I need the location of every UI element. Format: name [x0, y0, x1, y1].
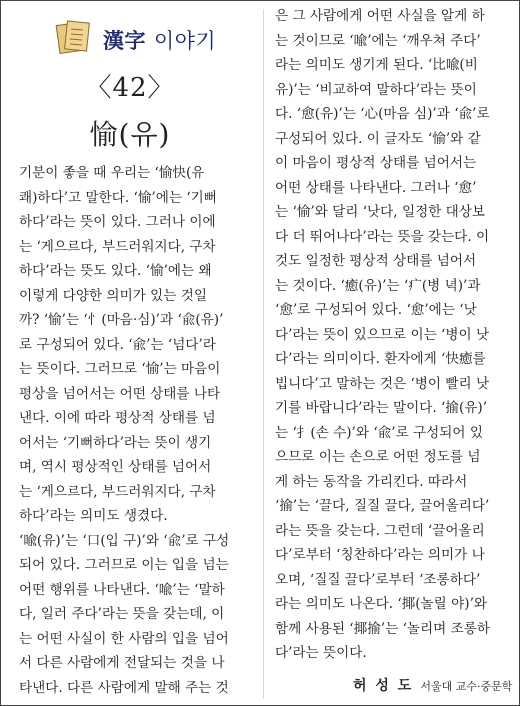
text-line: 는 것이므로 ‘喩’에는 ‘깨우쳐 주다’: [275, 32, 481, 49]
text-line: 서 다른 사람에게 전달되는 것을 나: [19, 655, 225, 671]
left-text-column: [19, 161, 253, 700]
author-affiliation: 서울대 교수·중문학: [420, 680, 513, 693]
text-line: 로 구성되어 있다. ‘兪’는 ‘넘다’라: [19, 336, 216, 353]
text-line: 함께 사용된 ‘揶揄’는 ‘놀리며 조롱하: [275, 620, 491, 637]
text-line: 는 뜻이다. 그러므로 ‘愉’는 마음이: [19, 361, 221, 377]
text-line: 는 것이다. ‘癒(유)’는 ‘疒(병 녁)’과: [275, 277, 481, 294]
text-line: 다’라는 뜻이다.: [275, 645, 367, 661]
text-line: 는 ‘愉’와 달리 ‘낫다, 일정한 대상보: [275, 204, 486, 220]
text-line: ‘愈’로 구성되어 있다. ‘愈’에는 ‘낫: [275, 302, 477, 318]
text-line: 라는 의미도 생기게 된다. ‘比喩(비: [275, 57, 478, 73]
column-title-hanja: 漢字: [103, 29, 146, 53]
text-line: 는 어떤 사실이 한 사람의 입을 넘어: [19, 630, 229, 647]
text-line: 며, 역시 평상적인 상태를 넘어서: [19, 459, 212, 475]
text-line: 다’라는 의미이다. 환자에게 ‘快癒를: [275, 351, 486, 367]
text-line: 것도 일정한 평상적 상태를 넘어서: [275, 253, 477, 269]
text-line: 평상을 넘어서는 어떤 상태를 나타: [19, 385, 221, 402]
text-line: 라는 뜻을 갖는다. 그런데 ‘끌어올리: [275, 522, 485, 539]
text-line: 까? ‘愉’는 ‘忄(마음·심)’과 ‘兪(유)’: [19, 312, 224, 328]
text-line: 다’로부터 ‘칭찬하다’라는 의미가 나: [275, 547, 485, 563]
column-header: [55, 19, 230, 59]
text-line: 하다’라는 의미도 생겼다.: [19, 508, 168, 524]
text-line: 다 더 뛰어나다’라는 뜻을 갖는다. 이: [275, 228, 490, 245]
text-line: 기를 바랍니다’라는 말이다. ‘揄(유)’: [275, 400, 488, 416]
text-line: 유)’는 ‘비교하여 말하다’라는 뜻이: [275, 81, 477, 98]
byline: [353, 675, 512, 695]
right-text-column: [275, 4, 507, 666]
author-name: 허 성 도: [353, 678, 414, 694]
text-line: 하다’라는 뜻도 있다. ‘愉’에는 왜: [19, 263, 212, 279]
text-line: 다, 일러 주다’라는 뜻을 갖는데, 이: [19, 606, 225, 622]
text-line: 이 마음이 평상적 상태를 넘어서는: [275, 155, 477, 171]
headword: 愉(유): [89, 118, 171, 151]
text-line: 기분이 좋을 때 우리는 ‘愉快(유: [19, 165, 205, 181]
column-divider: [263, 9, 264, 699]
text-line: 다’라는 뜻이 있으므로 이는 ‘병이 낫: [275, 326, 490, 343]
text-line: 어떤 행위를 나타낸다. ‘喩’는 ‘말하: [19, 581, 225, 598]
text-line: 빕니다’고 말하는 것은 ‘병이 빨리 낫: [275, 375, 490, 392]
text-line: 는 ‘게으르다, 부드러워지다, 구차: [19, 238, 216, 255]
text-line: 다. ‘愈(유)’는 ‘心(마음 심)’과 ‘兪’로: [275, 106, 490, 122]
text-line: 되어 있다. 그러므로 이는 입을 넘는: [19, 557, 229, 573]
text-line: 구성되어 있다. 이 글자도 ‘愉’와 같: [275, 130, 481, 147]
text-line: 는 ‘扌(손 수)’와 ‘兪’로 구성되어 있: [275, 424, 483, 441]
text-line: ‘揄’는 ‘끌다, 질질 끌다, 끌어올리다’: [275, 498, 490, 514]
stacked-scrolls-icon: [55, 19, 93, 57]
text-line: 은 그 사람에게 어떤 사실을 알게 하: [275, 8, 485, 24]
text-line: ‘喩(유)’는 ‘口(입 구)’와 ‘兪’로 구성: [19, 532, 230, 549]
text-line: 이렇게 다양한 의미가 있는 것일: [19, 287, 207, 304]
text-line: 어떤 상태를 나타낸다. 그러나 ‘愈’: [275, 179, 477, 196]
text-line: 낸다. 이에 따라 평상적 상태를 넘: [19, 410, 216, 426]
column-title-korean: 이야기: [153, 29, 217, 53]
column-title: [103, 25, 216, 55]
text-line: 게 하는 동작을 가리킨다. 따라서: [275, 473, 468, 490]
text-line: 타낸다. 다른 사람에게 말해 주는 것: [19, 679, 229, 696]
issue-number: 〈42〉: [85, 73, 175, 103]
text-line: 는 ‘게으르다, 부드러워지다, 구차: [19, 483, 216, 500]
text-line: 하다’라는 뜻이 있다. 그러나 이에: [19, 214, 216, 230]
text-line: 라는 의미도 나온다. ‘揶(놀릴 야)’와: [275, 596, 488, 612]
text-line: 오며, ‘질질 끌다’로부터 ‘조롱하다’: [275, 571, 481, 588]
text-line: 으므로 이는 손으로 어떤 정도를 넘: [275, 449, 481, 465]
text-line: 어서는 ‘기뻐하다’라는 뜻이 생기: [19, 434, 212, 451]
text-line: 쾌)하다’고 말한다. ‘愉’에는 ‘기뻐: [19, 189, 217, 206]
